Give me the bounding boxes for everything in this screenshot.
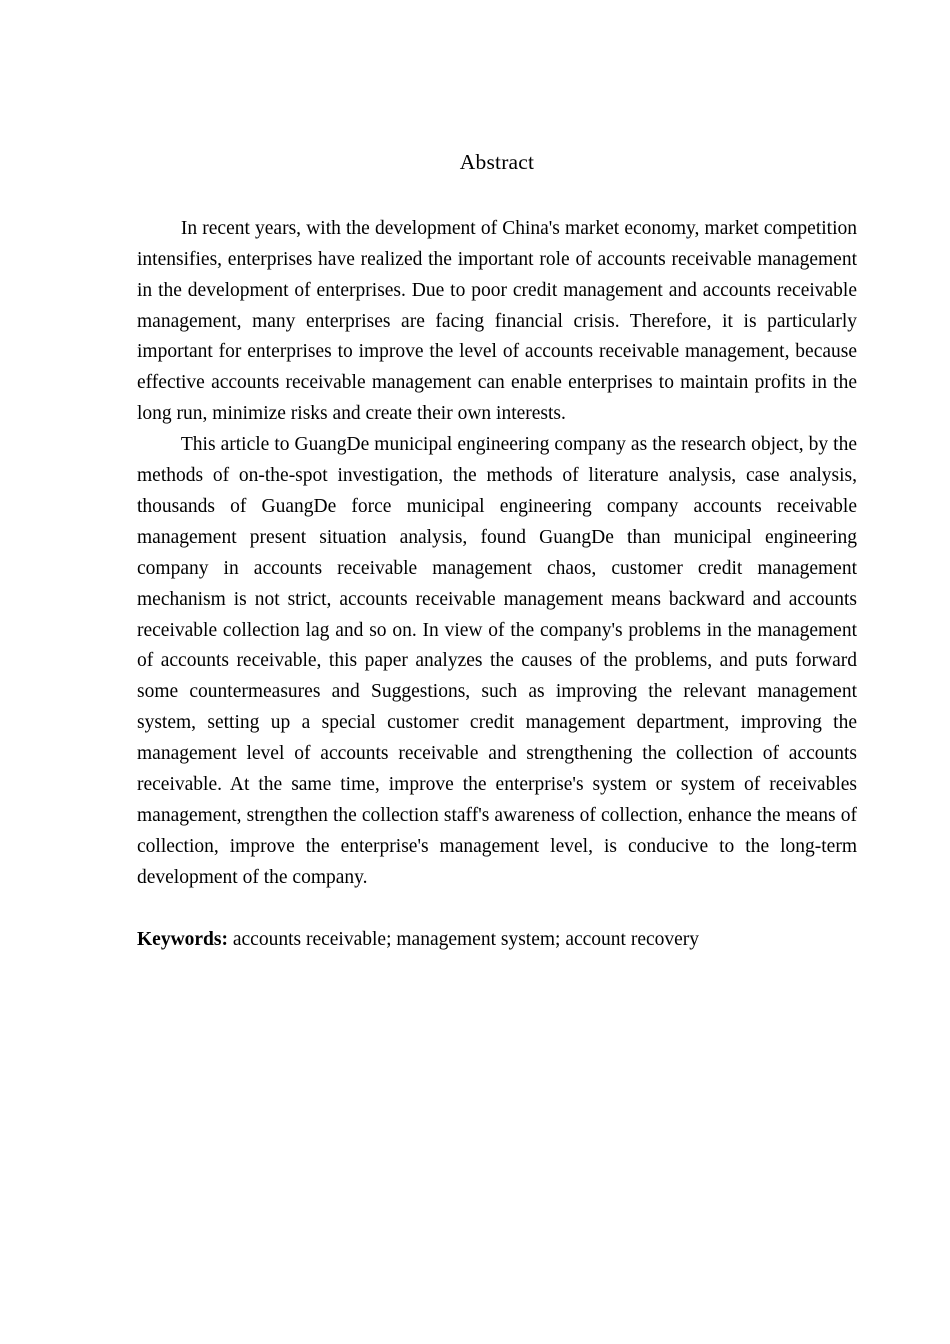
abstract-paragraph-1: In recent years, with the development of China's market economy, market competition intensifies, enterprises have realized the important role of accounts receivable management in the development of enterprises. Due to poor credit management and accounts receivable management, many enterprises are facing financial crisis. Therefore, it is particularly important for enterprises to improve the level of accounts receivable management, because effective accounts receivable management can enable enterprises to maintain profits in the long run, minimize risks and create their own interests.: [137, 217, 857, 425]
page-title: Abstract: [459, 150, 535, 174]
keywords-value: accounts receivable; management system; account recovery: [232, 928, 700, 950]
abstract-paragraph-2: This article to GuangDe municipal engineering company as the research object, by the methods of on-the-spot investigation, the methods of literature analysis, case analysis, thousands of GuangDe force municipal engineering company accounts receivable management present situation analysis, found GuangDe than municipal engineering company in accounts receivable management chaos, customer credit management mechanism is not strict, accounts receivable management means backward and accounts receivable collection lag and so on. In view of the company's problems in the management of accounts receivable, this paper analyzes the causes of the problems, and puts forward some countermeasures and Suggestions, such as improving the relevant management system, setting up a special customer credit management department, improving the management level of accounts receivable and strengthening the collection of accounts receivable. At the same time, improve the enterprise's system or system of receivables management, strengthen the collection staff's awareness of collection, enhance the means of collection, improve the enterprise's management level, is conducive to the long-term development of the company.: [137, 434, 857, 888]
keywords-label: Keywords:: [137, 928, 228, 950]
keywords-line: [137, 925, 857, 956]
document-content: [137, 150, 857, 956]
